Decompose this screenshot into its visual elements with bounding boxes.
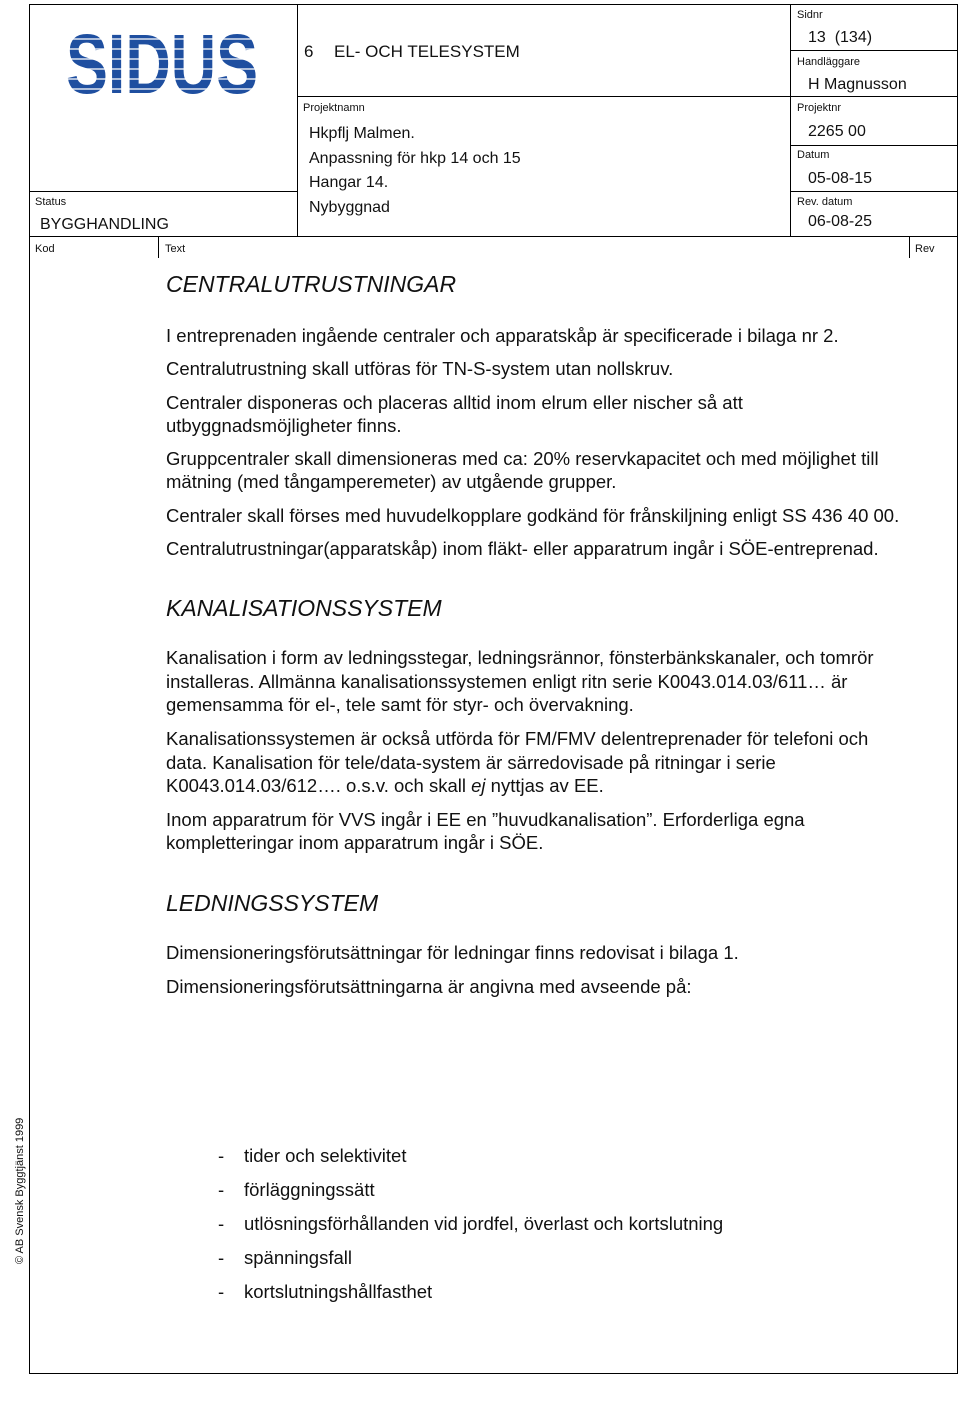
projektnamn-line: Hangar 14. [309,174,389,192]
divider [297,96,958,97]
list-item: - utlösningsförhållanden vid jordfel, överlast och kortslutning [218,1213,724,1234]
list-item: - spänningsfall [218,1247,352,1268]
sidus-logo [66,27,260,97]
projektnamn-label: Projektnamn [303,102,365,114]
paragraph: Gruppcentraler skall dimensioneras med ca: 20% reservkapacitet och med möjlighet till mätning (med tångamperemeter) av utgående grupper. [166,448,879,493]
paragraph: Centralutrustning skall utföras för TN-S-system utan nollskruv. [166,358,674,380]
projektnamn-line: Hkpflj Malmen. [309,125,415,142]
copyright-notice [0,1117,26,1424]
sidnr-label: Sidnr [797,9,823,21]
divider [790,191,958,192]
divider [29,191,297,192]
sidnr-value: 13 (134) [808,29,873,46]
projektnamn-value [309,122,521,221]
status-label: Status [35,196,67,208]
list-item: - tider och selektivitet [218,1145,407,1166]
col-kod: Kod [35,243,55,255]
col-text: Text [165,243,186,255]
revdatum-value: 06-08-25 [808,213,873,230]
divider [158,236,159,258]
section-heading: LEDNINGSSYSTEM [166,889,379,916]
status-value: BYGGHANDLING [40,216,169,233]
divider [29,236,958,237]
document-body [166,270,906,998]
list-item: - förläggningssätt [218,1179,375,1200]
paragraph: Kanalisation i form av ledningsstegar, ledningsrännor, fönsterbänkskanaler, och tomrör installeras. Allmänna kanalisationssystemen enligt ritn serie K0043.014.03/611… är gemensamma för el-, tele samt för styr- och övervakning. [166,647,874,715]
paragraph: Dimensioneringsförutsättningar för ledningar finns redovisat i bilaga 1. [166,941,739,963]
divider [790,4,791,236]
chapter-name: EL- OCH TELESYSTEM [334,42,520,61]
handlaggare-value: H Magnusson [808,76,907,93]
paragraph: Kanalisationssystemen är också utförda för FM/FMV delentreprenader för telefoni och data. Kanalisation för tele/data-system är särredovisade på ritningar i serie K0043.014.03/612…. o.s.v. och skall ej nyttjas av EE. [166,728,869,796]
divider [790,50,958,51]
paragraph: Centralutrustningar(apparatskåp) inom fläkt- eller apparatrum ingår i SÖE-entreprenad. [166,538,879,560]
list-item: - kortslutningshållfasthet [218,1281,433,1302]
projektnamn-line: Nybyggnad [309,199,390,217]
paragraph: I entreprenaden ingående centraler och apparatskåp är specificerade i bilaga nr 2. [166,325,839,346]
paragraph: Centraler skall förses med huvudelkopplare godkänd för frånskiljning enligt SS 436 40 00. [166,504,900,526]
col-rev: Rev [915,243,935,255]
datum-value: 05-08-15 [808,170,873,187]
paragraph: Centraler disponeras och placeras alltid inom elrum eller nischer så att utbyggnadsmöjligheter finns. [166,391,743,436]
divider [909,236,910,258]
projektnamn-line: Anpassning för hkp 14 och 15 [309,149,521,167]
paragraph: Dimensioneringsförutsättningarna är angivna med avseende på: [166,976,692,998]
paragraph: Inom apparatrum för VVS ingår i EE en ”huvudkanalisation”. Erforderliga egna kompletteringar inom apparatrum ingår i SÖE. [166,809,805,854]
section-heading: KANALISATIONSSYSTEM [166,595,442,622]
projektnr-value: 2265 00 [808,123,866,140]
chapter-number: 6 [304,42,314,61]
revdatum-label: Rev. datum [797,196,853,208]
logo-text: SIDUS [66,27,258,97]
copyright-text: © AB Svensk Byggtjänst 1999 [14,1117,26,1264]
divider [790,145,958,146]
section-heading: CENTRALUTRUSTNINGAR [166,271,457,297]
chapter-title [304,42,520,62]
divider [297,4,298,236]
handlaggare-label: Handläggare [797,56,860,68]
datum-label: Datum [797,149,830,161]
projektnr-label: Projektnr [797,102,842,114]
